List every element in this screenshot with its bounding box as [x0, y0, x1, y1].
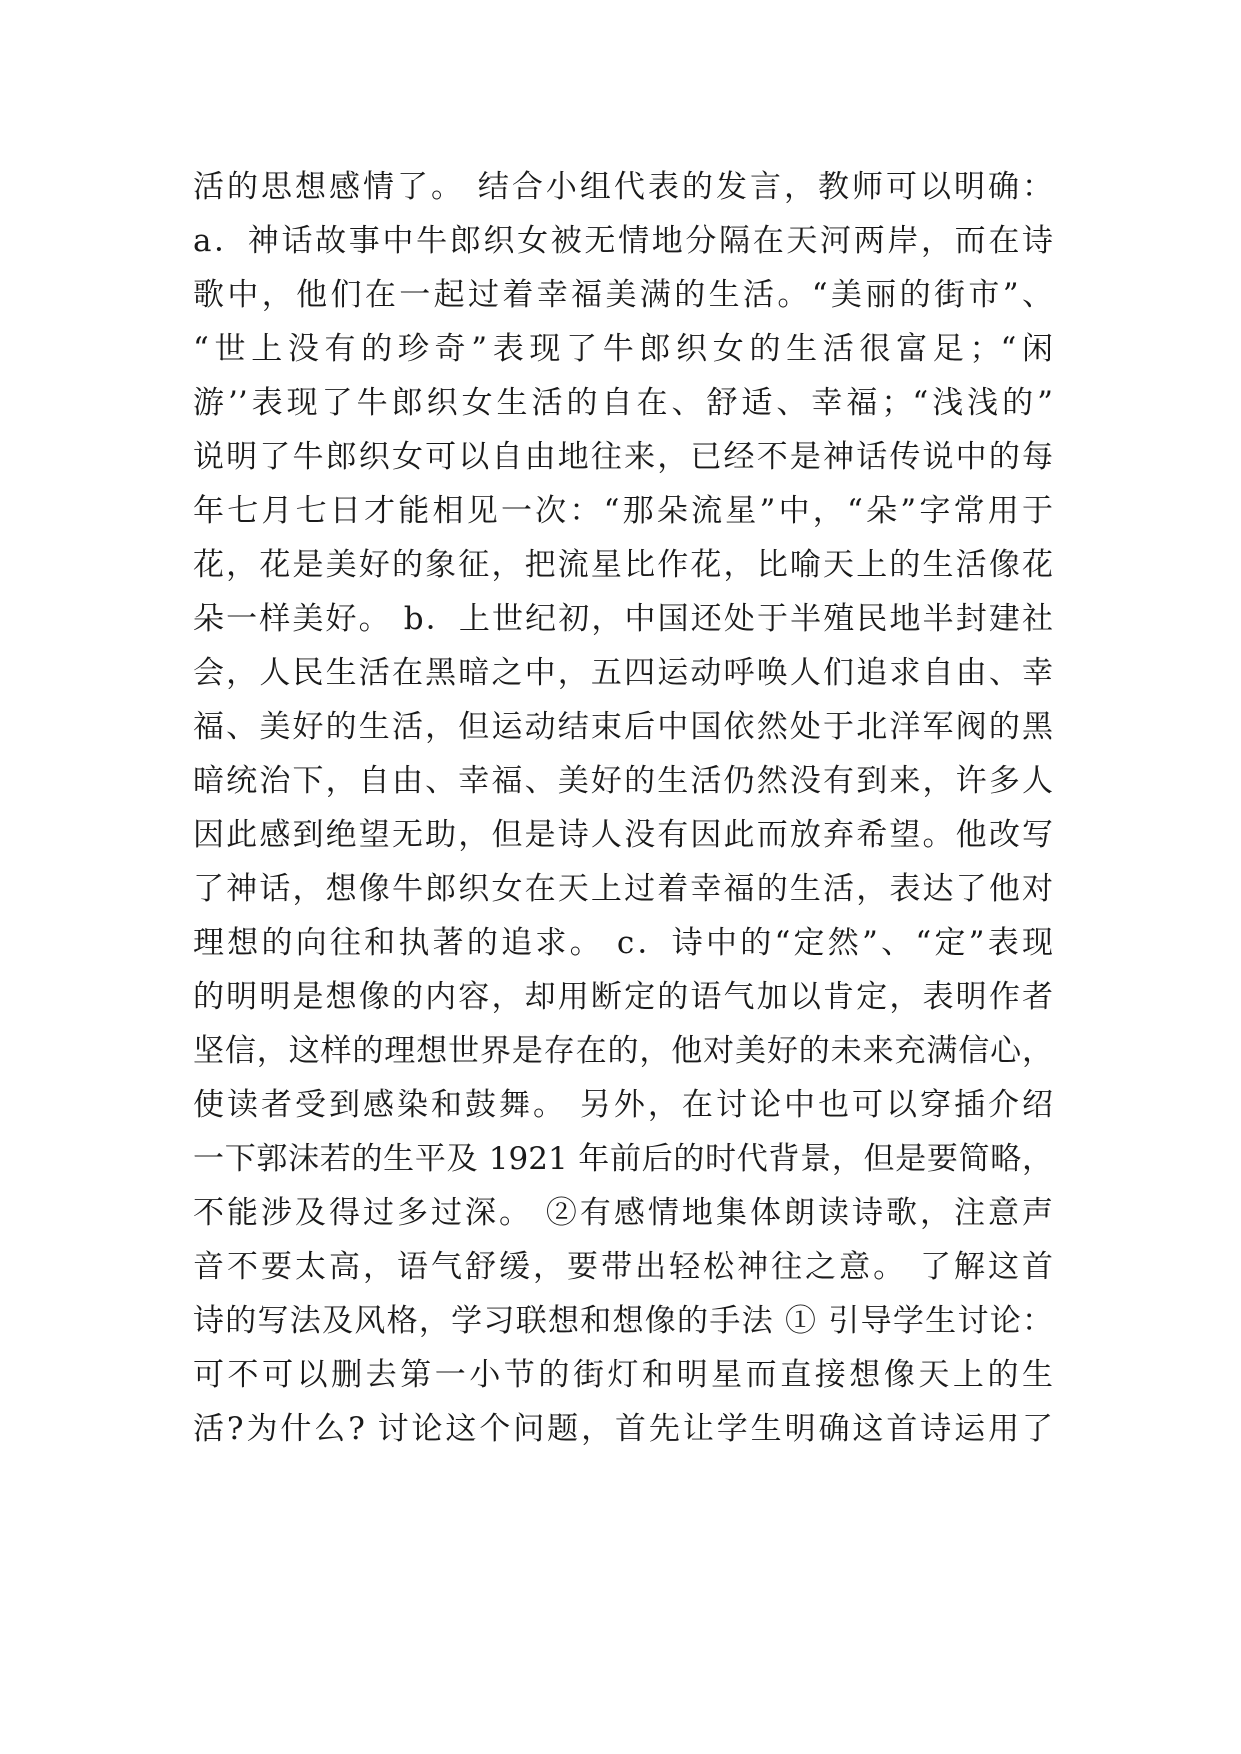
text-line: 使读者受到感染和鼓舞。 另外，在讨论中也可以穿插介绍 — [193, 1087, 1053, 1123]
text-line: 理想的向往和执著的追求。 c．诗中的“定然”、“定”表现 — [193, 925, 1053, 961]
text-line: 音不要太高，语气舒缓，要带出轻松神往之意。 了解这首 — [193, 1249, 1053, 1285]
text-line: 因此感到绝望无助，但是诗人没有因此而放弃希望。他改写 — [193, 817, 1053, 853]
text-line: 会，人民生活在黑暗之中，五四运动呼唤人们追求自由、幸 — [193, 655, 1053, 691]
text-line: 诗的写法及风格，学习联想和想像的手法 ① 引导学生讨论： — [193, 1303, 1053, 1339]
text-line: 活的思想感情了。 结合小组代表的发言，教师可以明确： — [193, 169, 1053, 205]
text-line: 坚信，这样的理想世界是存在的，他对美好的未来充满信心， — [193, 1033, 1053, 1069]
text-line: 的明明是想像的内容，却用断定的语气加以肯定，表明作者 — [193, 979, 1053, 1015]
text-line: 了神话，想像牛郎织女在天上过着幸福的生活，表达了他对 — [193, 871, 1053, 907]
text-line: 可不可以删去第一小节的街灯和明星而直接想像天上的生 — [193, 1357, 1053, 1393]
text-line: 花，花是美好的象征，把流星比作花，比喻天上的生活像花 — [193, 547, 1053, 583]
text-line: 朵一样美好。 b．上世纪初，中国还处于半殖民地半封建社 — [193, 601, 1053, 637]
text-line: 一下郭沫若的生平及 1921 年前后的时代背景，但是要简略， — [193, 1141, 1053, 1177]
text-line: a．神话故事中牛郎织女被无情地分隔在天河两岸，而在诗 — [193, 223, 1053, 259]
text-line: 说明了牛郎织女可以自由地往来，已经不是神话传说中的每 — [193, 439, 1053, 475]
body-text — [193, 160, 1053, 1456]
text-line: 不能涉及得过多过深。 ②有感情地集体朗读诗歌，注意声 — [193, 1195, 1053, 1231]
text-line: 歌中，他们在一起过着幸福美满的生活。“美丽的街市”、 — [193, 277, 1053, 313]
text-line: 年七月七日才能相见一次：“那朵流星”中，“朵”字常用于 — [193, 493, 1053, 529]
text-line: 游’’表现了牛郎织女生活的自在、舒适、幸福；“浅浅的” — [193, 385, 1053, 421]
text-line: 活?为什么? 讨论这个问题，首先让学生明确这首诗运用了 — [193, 1411, 1053, 1447]
text-line: “世上没有的珍奇”表现了牛郎织女的生活很富足；“闲 — [193, 331, 1053, 367]
text-line: 福、美好的生活，但运动结束后中国依然处于北洋军阀的黑 — [193, 709, 1053, 745]
text-line: 暗统治下，自由、幸福、美好的生活仍然没有到来，许多人 — [193, 763, 1053, 799]
